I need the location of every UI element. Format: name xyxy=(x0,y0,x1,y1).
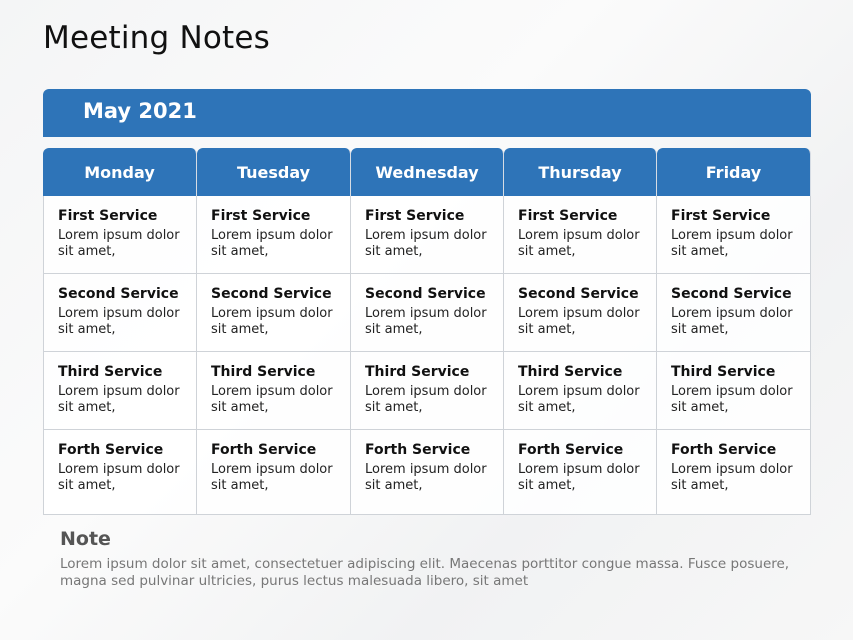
service-title: Forth Service xyxy=(211,442,317,458)
table-cell xyxy=(351,352,504,430)
service-title: First Service xyxy=(58,208,158,224)
service-title: Third Service xyxy=(211,364,316,380)
day-header-wednesday: Wednesday xyxy=(351,148,504,196)
page-title: Meeting Notes xyxy=(43,20,270,56)
service-description: Lorem ipsum dolor sit amet, xyxy=(211,384,333,415)
table-cell xyxy=(657,196,811,274)
service-description: Lorem ipsum dolor sit amet, xyxy=(671,462,793,493)
service-description: Lorem ipsum dolor sit amet, xyxy=(211,228,333,259)
service-title: Third Service xyxy=(58,364,163,380)
service-title: Second Service xyxy=(518,286,639,302)
service-title: Second Service xyxy=(365,286,486,302)
service-description: Lorem ipsum dolor sit amet, xyxy=(518,306,640,337)
service-title: Second Service xyxy=(671,286,792,302)
service-title: First Service xyxy=(518,208,618,224)
service-title: Third Service xyxy=(365,364,470,380)
service-description: Lorem ipsum dolor sit amet, xyxy=(365,384,487,415)
service-description: Lorem ipsum dolor sit amet, xyxy=(365,228,487,259)
table-cell xyxy=(351,196,504,274)
table-cell xyxy=(657,274,811,352)
table-cell xyxy=(351,430,504,515)
service-description: Lorem ipsum dolor sit amet, xyxy=(518,228,640,259)
service-description: Lorem ipsum dolor sit amet, xyxy=(211,306,333,337)
day-header-thursday: Thursday xyxy=(504,148,657,196)
table-cell xyxy=(197,274,351,352)
service-description: Lorem ipsum dolor sit amet, xyxy=(671,228,793,259)
note-heading: Note xyxy=(60,528,111,550)
service-description: Lorem ipsum dolor sit amet, xyxy=(211,462,333,493)
table-cell xyxy=(43,274,197,352)
day-header-friday: Friday xyxy=(657,148,811,196)
service-description: Lorem ipsum dolor sit amet, xyxy=(518,384,640,415)
table-cell xyxy=(351,274,504,352)
day-header-monday: Monday xyxy=(43,148,197,196)
table-cell xyxy=(43,430,197,515)
table-cell xyxy=(504,430,657,515)
service-title: Third Service xyxy=(671,364,776,380)
table-cell xyxy=(504,352,657,430)
service-title: Forth Service xyxy=(58,442,164,458)
table-cell xyxy=(43,352,197,430)
service-description: Lorem ipsum dolor sit amet, xyxy=(671,384,793,415)
table-cell xyxy=(197,196,351,274)
service-title: Third Service xyxy=(518,364,623,380)
service-description: Lorem ipsum dolor sit amet, xyxy=(58,462,180,493)
service-title: Second Service xyxy=(211,286,332,302)
table-cell xyxy=(504,274,657,352)
service-description: Lorem ipsum dolor sit amet, xyxy=(518,462,640,493)
service-title: Forth Service xyxy=(365,442,471,458)
service-description: Lorem ipsum dolor sit amet, xyxy=(58,306,180,337)
service-title: Forth Service xyxy=(671,442,777,458)
service-title: First Service xyxy=(365,208,465,224)
schedule-table xyxy=(43,148,811,515)
service-description: Lorem ipsum dolor sit amet, xyxy=(58,384,180,415)
day-header-tuesday: Tuesday xyxy=(197,148,351,196)
table-cell xyxy=(657,430,811,515)
service-description: Lorem ipsum dolor sit amet, xyxy=(671,306,793,337)
table-cell xyxy=(657,352,811,430)
month-banner xyxy=(43,89,811,137)
note-text: Lorem ipsum dolor sit amet, consectetuer adipiscing elit. Maecenas porttitor congue massa. Fusce posuere, magna sed pulvinar ultricies, purus lectus malesuada libero, sit amet xyxy=(60,556,790,589)
service-title: Second Service xyxy=(58,286,179,302)
table-cell xyxy=(197,430,351,515)
table-cell xyxy=(504,196,657,274)
service-description: Lorem ipsum dolor sit amet, xyxy=(365,306,487,337)
table-cell xyxy=(43,196,197,274)
service-title: First Service xyxy=(211,208,311,224)
service-title: First Service xyxy=(671,208,771,224)
month-label: May 2021 xyxy=(83,99,197,123)
table-cell xyxy=(197,352,351,430)
service-description: Lorem ipsum dolor sit amet, xyxy=(58,228,180,259)
service-title: Forth Service xyxy=(518,442,624,458)
service-description: Lorem ipsum dolor sit amet, xyxy=(365,462,487,493)
